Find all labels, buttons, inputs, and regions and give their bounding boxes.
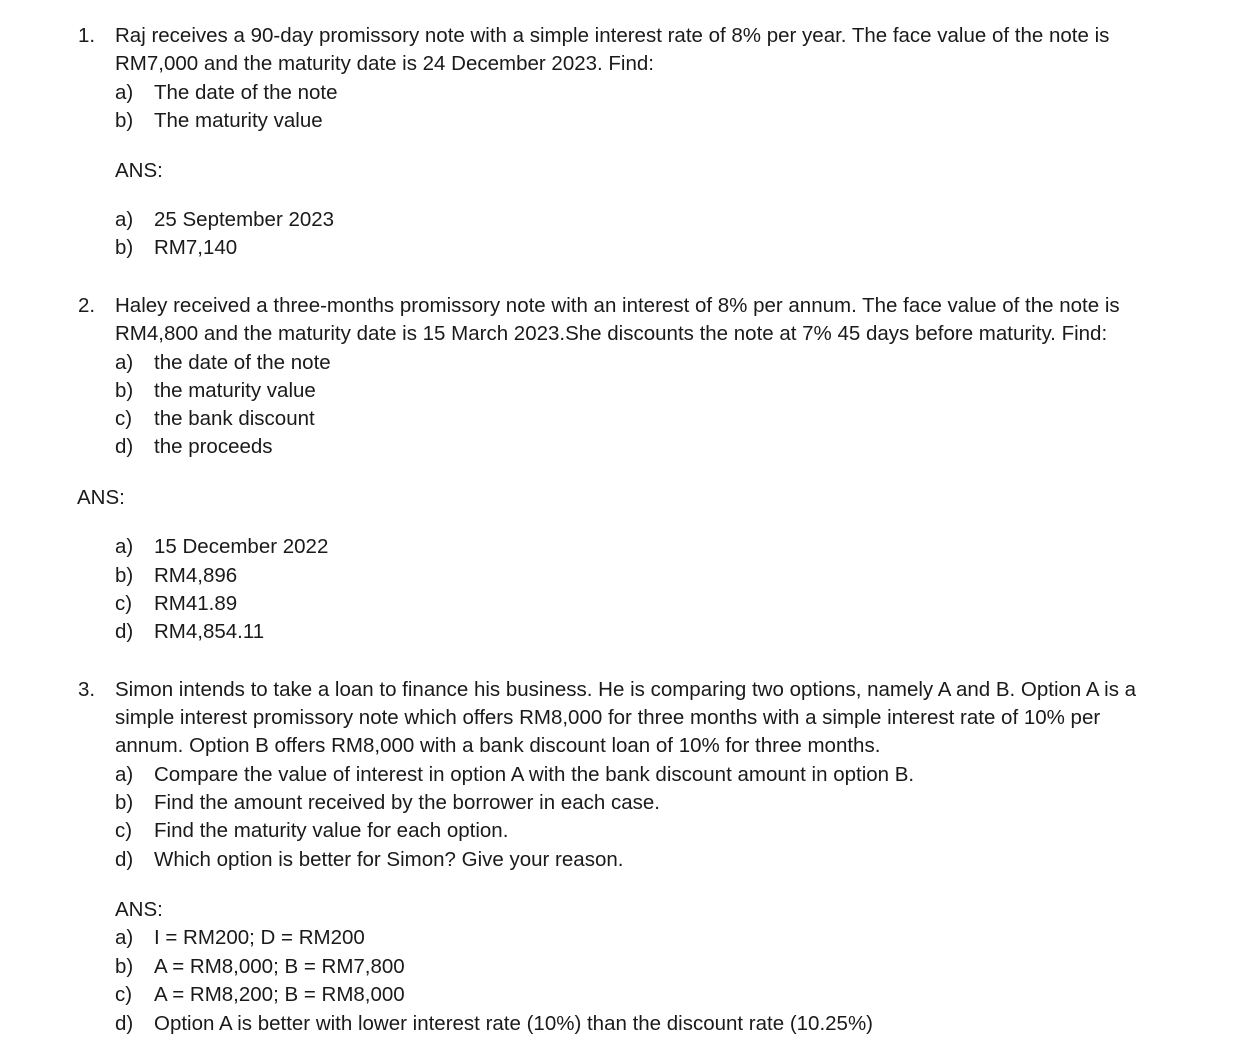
part-letter: c) xyxy=(115,819,133,842)
question-text-line: Simon intends to take a loan to finance his business. He is comparing two options, namely A and B. Option A is a xyxy=(115,678,1137,701)
answer-letter: a) xyxy=(115,208,134,231)
answer-text: RM7,140 xyxy=(154,236,238,259)
question-text-line: Raj receives a 90-day promissory note with a simple interest rate of 8% per year. The face value of the note is xyxy=(115,24,1110,47)
answer-letter: d) xyxy=(115,620,134,643)
part-text: Find the amount received by the borrower in each case. xyxy=(154,791,660,814)
question-text-line: RM7,000 and the maturity date is 24 December 2023. Find: xyxy=(115,52,654,75)
part-text: The maturity value xyxy=(154,109,323,132)
answer-letter: c) xyxy=(115,592,133,615)
part-letter: b) xyxy=(115,791,134,814)
answer-letter: c) xyxy=(115,983,133,1006)
part-text: the maturity value xyxy=(154,379,316,402)
answer-text: I = RM200; D = RM200 xyxy=(154,926,365,949)
answer-text: RM41.89 xyxy=(154,592,238,615)
answer-text: A = RM8,000; B = RM7,800 xyxy=(154,955,405,978)
part-letter: a) xyxy=(115,81,134,104)
answer-text: 25 September 2023 xyxy=(154,208,335,231)
answer-letter: b) xyxy=(115,236,134,259)
question-text-line: simple interest promissory note which offers RM8,000 for three months with a simple interest rate of 10% per xyxy=(115,706,1101,729)
part-letter: a) xyxy=(115,763,134,786)
question-number: 2. xyxy=(78,294,96,317)
question-number: 1. xyxy=(78,24,96,47)
answer-label: ANS: xyxy=(77,486,125,509)
answer-text: A = RM8,200; B = RM8,000 xyxy=(154,983,405,1006)
part-text: The date of the note xyxy=(154,81,338,104)
question-text-line: RM4,800 and the maturity date is 15 March 2023.She discounts the note at 7% 45 days before maturity. Find: xyxy=(115,322,1108,345)
question-text-line: annum. Option B offers RM8,000 with a bank discount loan of 10% for three months. xyxy=(115,734,881,757)
part-text: Find the maturity value for each option. xyxy=(154,819,509,842)
question-number: 3. xyxy=(78,678,96,701)
answer-label: ANS: xyxy=(115,898,163,921)
answer-text: 15 December 2022 xyxy=(154,535,329,558)
answer-text: Option A is better with lower interest rate (10%) than the discount rate (10.25%) xyxy=(154,1012,874,1035)
part-letter: c) xyxy=(115,407,133,430)
question-text-line: Haley received a three-months promissory note with an interest of 8% per annum. The face value of the note is xyxy=(115,294,1120,317)
part-letter: d) xyxy=(115,848,134,871)
part-text: Compare the value of interest in option A with the bank discount amount in option B. xyxy=(154,763,915,786)
answer-letter: b) xyxy=(115,564,134,587)
answer-letter: a) xyxy=(115,926,134,949)
part-text: Which option is better for Simon? Give your reason. xyxy=(154,848,624,871)
part-text: the date of the note xyxy=(154,351,331,374)
answer-letter: d) xyxy=(115,1012,134,1035)
answer-text: RM4,896 xyxy=(154,564,238,587)
part-letter: b) xyxy=(115,379,134,402)
part-letter: d) xyxy=(115,435,134,458)
part-text: the bank discount xyxy=(154,407,315,430)
part-letter: a) xyxy=(115,351,134,374)
answer-letter: b) xyxy=(115,955,134,978)
part-letter: b) xyxy=(115,109,134,132)
part-text: the proceeds xyxy=(154,435,273,458)
answer-label: ANS: xyxy=(115,159,163,182)
answer-text: RM4,854.11 xyxy=(154,620,265,643)
answer-letter: a) xyxy=(115,535,134,558)
